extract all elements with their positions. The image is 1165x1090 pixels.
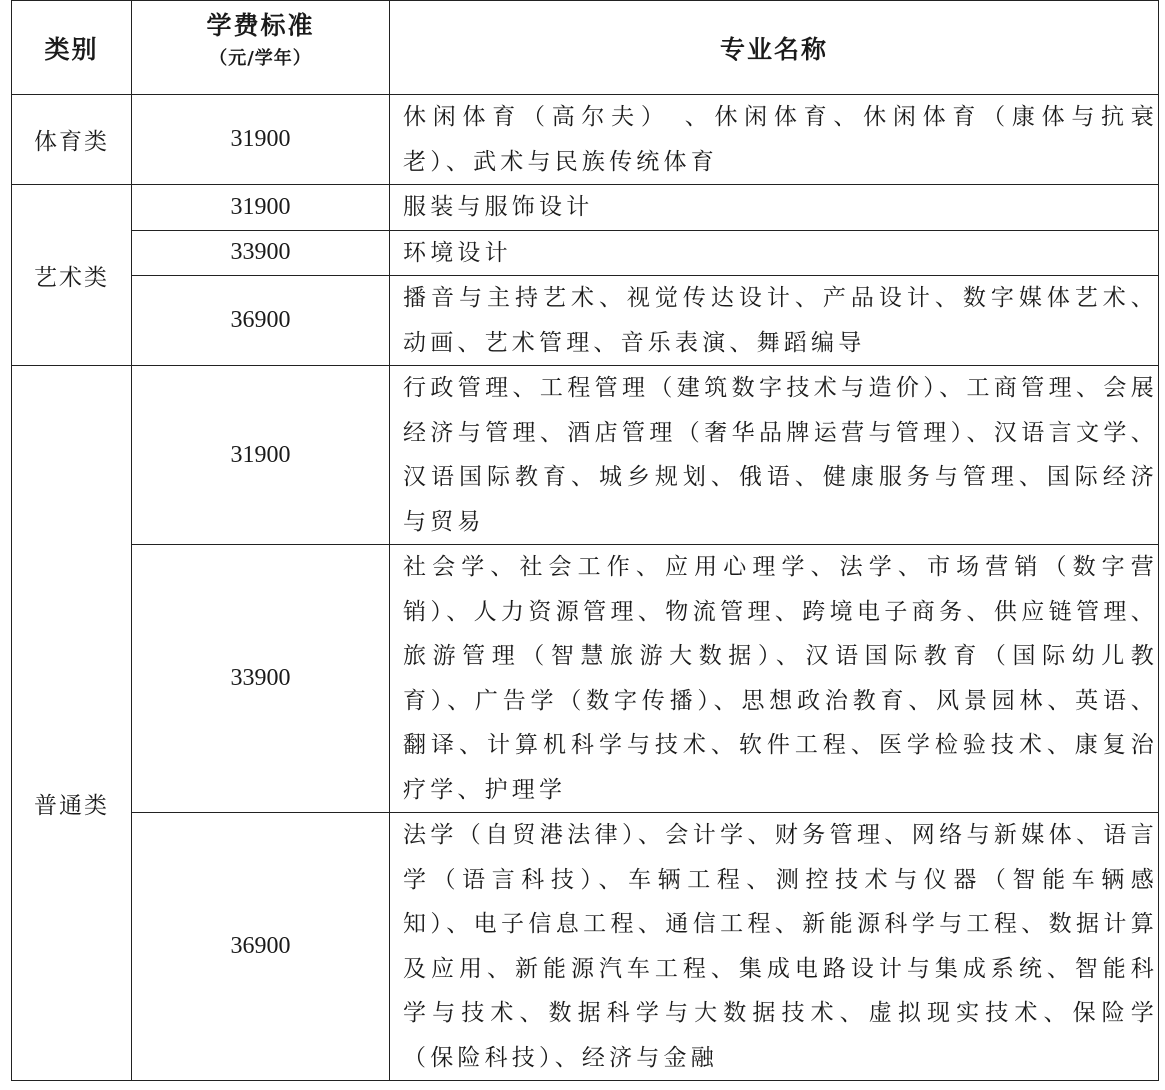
majors-cell: 休闲体育（高尔夫） 、休闲体育、休闲体育（康体与抗衰老）、武术与民族传统体育 (390, 95, 1159, 185)
fee-cell: 33900 (132, 230, 390, 276)
header-fee-title: 学费标准 (206, 10, 315, 40)
category-cell-arts: 艺术类 (12, 185, 132, 366)
fee-cell: 31900 (132, 95, 390, 185)
table-row (12, 185, 1159, 231)
majors-cell: 行政管理、工程管理（建筑数字技术与造价）、工商管理、会展经济与管理、酒店管理（奢华品牌运营与管理）、汉语言文学、汉语国际教育、城乡规划、俄语、健康服务与管理、国际经济与贸易 (390, 366, 1159, 545)
majors-cell: 环境设计 (390, 230, 1159, 276)
header-fee-unit: （元/学年） (209, 47, 312, 69)
fee-cell: 36900 (132, 813, 390, 1081)
table-row (12, 230, 1159, 276)
table-row (12, 95, 1159, 185)
table-header-row (12, 1, 1159, 95)
table-row (12, 366, 1159, 545)
tuition-table (11, 0, 1159, 1081)
fee-cell: 31900 (132, 185, 390, 231)
table-row (12, 545, 1159, 813)
majors-cell: 社会学、社会工作、应用心理学、法学、市场营销（数字营销）、人力资源管理、物流管理、跨境电子商务、供应链管理、旅游管理（智慧旅游大数据）、汉语国际教育（国际幼儿教育）、广告学（数字传播）、思想政治教育、风景园林、英语、翻译、计算机科学与技术、软件工程、医学检验技术、康复治疗学、护理学 (390, 545, 1159, 813)
header-fee (132, 1, 390, 95)
header-majors: 专业名称 (390, 1, 1159, 95)
fee-cell: 33900 (132, 545, 390, 813)
majors-cell: 服装与服饰设计 (390, 185, 1159, 231)
fee-cell: 31900 (132, 366, 390, 545)
majors-cell: 播音与主持艺术、视觉传达设计、产品设计、数字媒体艺术、动画、艺术管理、音乐表演、舞蹈编导 (390, 276, 1159, 366)
category-cell-sports: 体育类 (12, 95, 132, 185)
header-category: 类别 (12, 1, 132, 95)
majors-cell: 法学（自贸港法律）、会计学、财务管理、网络与新媒体、语言学（语言科技）、车辆工程、测控技术与仪器（智能车辆感知）、电子信息工程、通信工程、新能源科学与工程、数据计算及应用、新能源汽车工程、集成电路设计与集成系统、智能科学与技术、数据科学与大数据技术、虚拟现实技术、保险学（保险科技）、经济与金融 (390, 813, 1159, 1081)
table-row (12, 276, 1159, 366)
category-cell-general: 普通类 (12, 366, 132, 1081)
table-row (12, 813, 1159, 1081)
fee-cell: 36900 (132, 276, 390, 366)
